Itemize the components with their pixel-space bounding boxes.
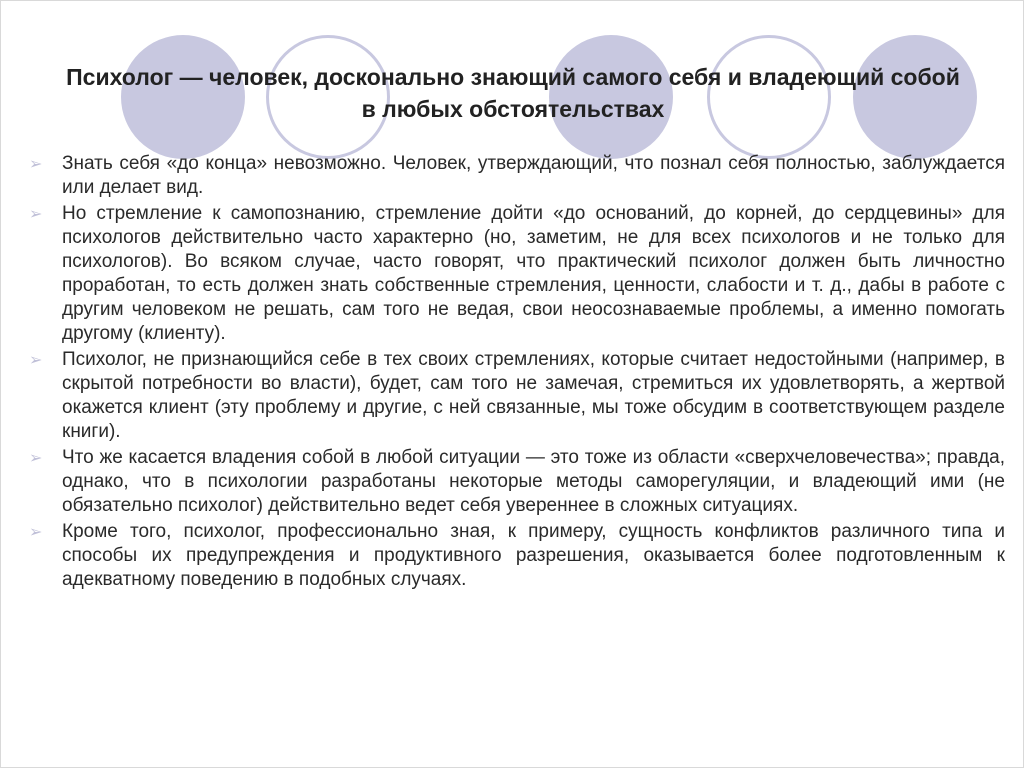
arrow-bullet-icon: ➢ bbox=[29, 524, 43, 541]
arrow-bullet-icon: ➢ bbox=[29, 352, 43, 369]
bullet-item bbox=[29, 202, 1005, 346]
bullet-text: Кроме того, психолог, профессионально зная, к примеру, сущность конфликтов различного типа и способы их предупреждения и продуктивного разрешения, оказывается более подготовленным к адекватному поведению в подобных случаях. bbox=[62, 521, 1005, 590]
bullet-item bbox=[29, 446, 1005, 518]
bullet-text: Но стремление к самопознанию, стремление дойти «до оснований, до корней, до сердцевины» для психологов действительно часто характерно (но, заметим, не для всех психологов и не только для психологов). Во всяком случае, часто говорят, что практический психолог должен быть личностно проработан, то есть должен знать собственные стремления, ценности, слабости и т. д., дабы в работе с другим человеком не решать, сам того не ведая, свои неосознаваемые проблемы, а именно помогать другому (клиенту). bbox=[62, 203, 1005, 344]
arrow-bullet-icon: ➢ bbox=[29, 156, 43, 173]
bullet-text: Психолог, не признающийся себе в тех своих стремлениях, которые считает недостойными (например, в скрытой потребности во власти), будет, сам того не замечая, стремиться их удовлетворять, а жертвой окажется клиент (эту проблему и другие, с ней связанные, мы тоже обсудим в соответствующем разделе книги). bbox=[62, 349, 1005, 442]
slide-title: Психолог — человек, досконально знающий самого себя и владеющий собой в любых обстоятельствах bbox=[66, 64, 960, 122]
arrow-bullet-icon: ➢ bbox=[29, 206, 43, 223]
arrow-bullet-icon: ➢ bbox=[29, 450, 43, 467]
bullet-item bbox=[29, 152, 1005, 200]
bullet-list bbox=[29, 152, 1005, 594]
bullet-text: Знать себя «до конца» невозможно. Человек, утверждающий, что познал себя полностью, заблуждается или делает вид. bbox=[62, 153, 1005, 198]
bullet-item bbox=[29, 348, 1005, 444]
bullet-item bbox=[29, 520, 1005, 592]
bullet-text: Что же касается владения собой в любой ситуации — это тоже из области «сверхчеловечества»; правда, однако, что в психологии разработаны некоторые методы саморегуляции, и владеющий ими (не обязательно психолог) действительно ведет себя увереннее в сложных ситуациях. bbox=[62, 447, 1005, 516]
